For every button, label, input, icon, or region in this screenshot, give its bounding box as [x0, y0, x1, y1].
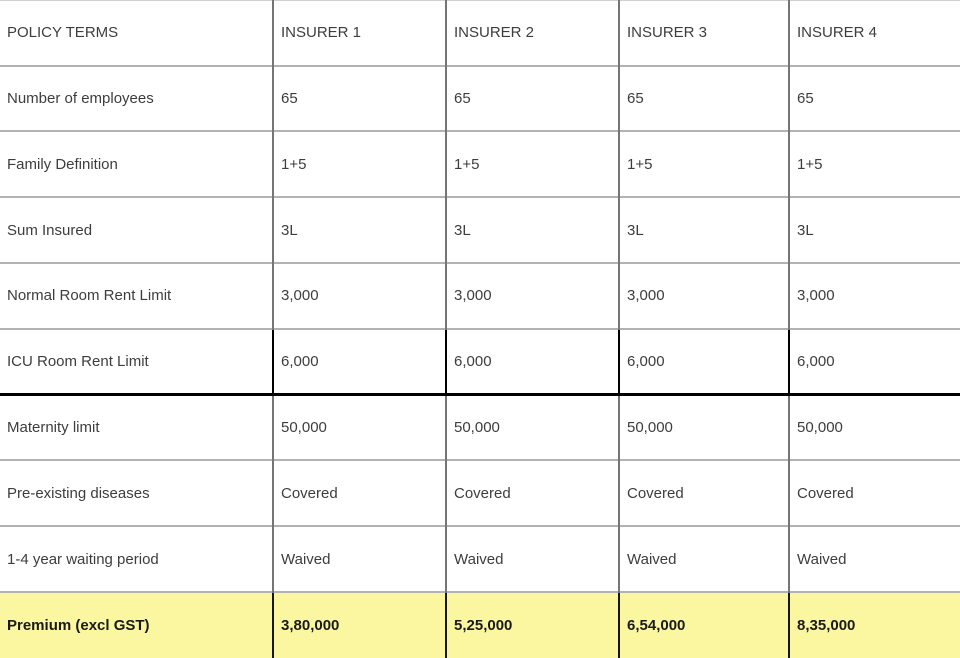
cell-value: 1+5 — [789, 131, 960, 197]
cell-value: 1+5 — [446, 131, 619, 197]
table-row — [0, 460, 960, 526]
cell-value: 3L — [273, 197, 446, 263]
cell-value: 1+5 — [273, 131, 446, 197]
row-label: Family Definition — [0, 131, 273, 197]
cell-value: 6,000 — [446, 329, 619, 395]
cell-value: 3L — [789, 197, 960, 263]
cell-value: 50,000 — [619, 395, 789, 461]
table-header — [0, 1, 960, 66]
cell-value: 5,25,000 — [446, 592, 619, 658]
column-header-policy-terms: POLICY TERMS — [0, 1, 273, 66]
cell-value: 1+5 — [619, 131, 789, 197]
cell-value: 3,000 — [446, 263, 619, 329]
table-row — [0, 131, 960, 197]
cell-value: 65 — [446, 66, 619, 132]
table-row — [0, 329, 960, 395]
table-row — [0, 592, 960, 658]
cell-value: 50,000 — [789, 395, 960, 461]
cell-value: 65 — [789, 66, 960, 132]
cell-value: 3,80,000 — [273, 592, 446, 658]
cell-value: 3,000 — [789, 263, 960, 329]
row-label: Number of employees — [0, 66, 273, 132]
column-header-insurer: INSURER 4 — [789, 1, 960, 66]
cell-value: 6,000 — [619, 329, 789, 395]
cell-value: Covered — [619, 460, 789, 526]
table-row — [0, 526, 960, 592]
cell-value: 3,000 — [273, 263, 446, 329]
column-header-insurer: INSURER 3 — [619, 1, 789, 66]
column-header-insurer: INSURER 1 — [273, 1, 446, 66]
table-row — [0, 66, 960, 132]
row-label: ICU Room Rent Limit — [0, 329, 273, 395]
cell-value: 3L — [446, 197, 619, 263]
cell-value: 3L — [619, 197, 789, 263]
cell-value: Waived — [446, 526, 619, 592]
cell-value: 8,35,000 — [789, 592, 960, 658]
row-label: Sum Insured — [0, 197, 273, 263]
cell-value: 50,000 — [273, 395, 446, 461]
cell-value: Waived — [273, 526, 446, 592]
cell-value: Covered — [789, 460, 960, 526]
cell-value: 6,000 — [273, 329, 446, 395]
cell-value: 50,000 — [446, 395, 619, 461]
cell-value: 6,54,000 — [619, 592, 789, 658]
cell-value: 65 — [619, 66, 789, 132]
cell-value: 6,000 — [789, 329, 960, 395]
row-label: Maternity limit — [0, 395, 273, 461]
table-row — [0, 197, 960, 263]
cell-value: 3,000 — [619, 263, 789, 329]
row-label: Premium (excl GST) — [0, 592, 273, 658]
cell-value: Covered — [273, 460, 446, 526]
row-label: 1-4 year waiting period — [0, 526, 273, 592]
cell-value: Covered — [446, 460, 619, 526]
column-header-insurer: INSURER 2 — [446, 1, 619, 66]
row-label: Pre-existing diseases — [0, 460, 273, 526]
cell-value: 65 — [273, 66, 446, 132]
table-row — [0, 263, 960, 329]
table-row — [0, 395, 960, 461]
cell-value: Waived — [619, 526, 789, 592]
row-label: Normal Room Rent Limit — [0, 263, 273, 329]
cell-value: Waived — [789, 526, 960, 592]
header-row — [0, 1, 960, 66]
table-body — [0, 66, 960, 658]
